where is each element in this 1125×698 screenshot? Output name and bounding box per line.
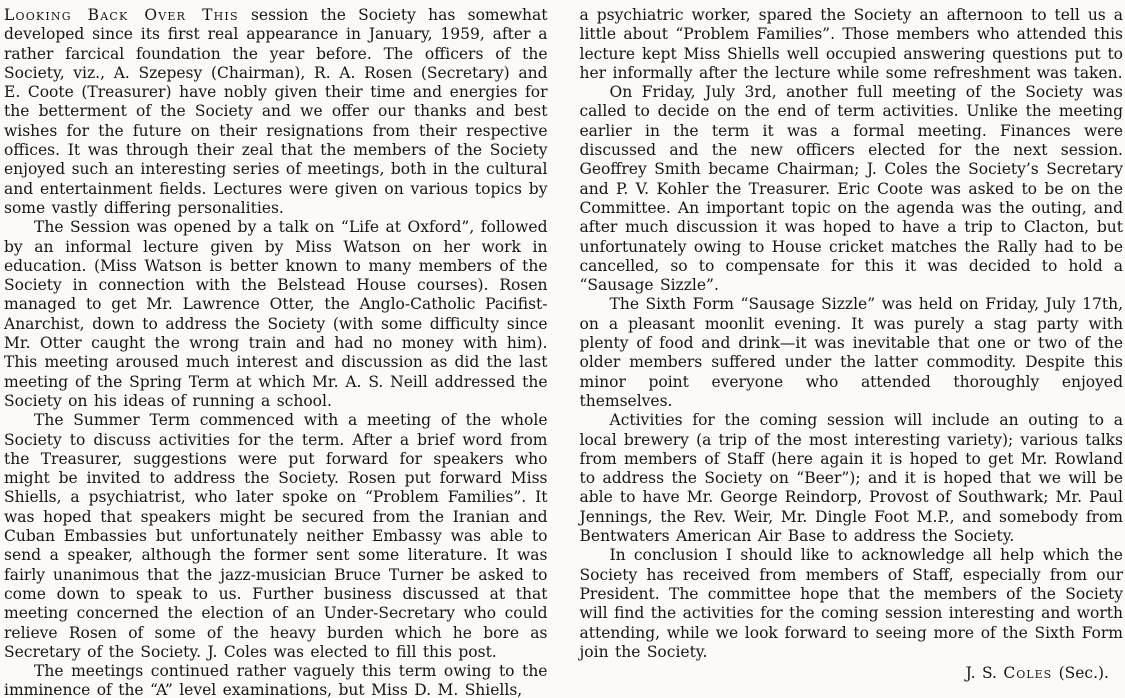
paragraph-coming-session-activities: Activities for the coming session will include an outing to a local brewery (a trip of the most interesting variety); various talks from members of Staff (here again it is hoped to get Mr. Rowland to address the Society on “Beer”); and it is hoped that we will be able to have Mr. George Reindorp, Provost of Southwark; Mr. Paul Jennings, the Rev. Weir, Mr. Dingle Foot M.P., and somebody from Bentwaters American Air Base to address the Society. <box>579 411 1123 546</box>
paragraph-conclusion: In conclusion I should like to acknowledge all help which the Society has received from members of Staff, especially from our President. The committee hope that the members of the Society will find the activities for the coming session interesting and worth attending, while we look forward to seeing more of the Sixth Form join the Society. <box>579 546 1123 661</box>
signature <box>580 664 1124 683</box>
signature-surname: Coles <box>1003 664 1053 683</box>
paragraph-meetings-continued: The meetings continued rather vaguely this term owing to the imminence of the “A” level examinations, but Miss D. M. Shiells, <box>4 662 548 698</box>
left-column <box>4 6 548 698</box>
paragraph-july-3rd-meeting: On Friday, July 3rd, another full meeting of the Society was called to decide on the end of term activities. Unlike the meeting earlier in the term it was a formal meeting. Finances were discussed and the new officers elected for the next session. Geoffrey Smith became Chairman; J. Coles the Society’s Secretary and P. V. Kohler the Treasurer. Eric Coote was asked to be on the Committee. An important topic on the agenda was the outing, and after much discussion it was hoped to have a trip to Clacton, but unfortunately owing to House cricket matches the Rally had to be cancelled, so to compensate for this it was decided to hold a “Sausage Sizzle”. <box>579 83 1123 295</box>
paragraph-session-opened: The Session was opened by a talk on “Life at Oxford”, followed by an informal lecture given by Miss Watson on her work in education. (Miss Watson is better known to many members of the Society in connection with the Belstead House courses). Rosen managed to get Mr. Lawrence Otter, the Anglo-Catholic Pacifist-Anarchist, down to address the Society (with some difficulty since Mr. Otter caught the wrong train and had no money with him). This meeting aroused much interest and discussion as did the last meeting of the Spring Term at which Mr. A. S. Neill addressed the Society on his ideas of running a school. <box>4 218 548 410</box>
signature-title: (Sec.). <box>1052 664 1109 683</box>
signature-initials: J. S. <box>965 664 1004 683</box>
two-column-layout <box>4 6 1123 698</box>
paragraph-opening-text: session the Society has somewhat developed since its first real appearance in January, 1959, after a rather farcical foundation the year before. The officers of the Society, viz., A. Szepesy (Chairman), R. A. Rosen (Secretary) and E. Coote (Treasurer) have nobly given their time and energies for the betterment of the Society and we offer our thanks and best wishes for the future on their resignations from their respective offices. It was through their zeal that the members of the Society enjoyed such an interesting series of meetings, both in the cultural and entertainment fields. Lectures were given on various topics by some vastly differing personalities. <box>4 6 548 217</box>
paragraph-opening <box>4 6 548 218</box>
paragraph-summer-term: The Summer Term commenced with a meeting of the whole Society to discuss activities for the term. After a brief word from the Treasurer, suggestions were put forward for speakers who might be invited to address the Society. Rosen put forward Miss Shiells, a psychiatrist, who later spoke on “Problem Families”. It was hoped that speakers might be secured from the Iranian and Cuban Embassies but unfortunately neither Embassy was able to send a speaker, although the former sent some literature. It was fairly unanimous that the jazz-musician Bruce Turner be asked to come down to speak to us. Further business discussed at that meeting concerned the election of an Under-Secretary who could relieve Rosen of some of the heavy burden which he bore as Secretary of the Society. J. Coles was elected to fill this post. <box>4 411 548 661</box>
right-column <box>580 6 1124 698</box>
paragraph-meetings-continued-continuation: a psychiatric worker, spared the Society an afternoon to tell us a little about “Problem Families”. Those members who attended this lecture kept Miss Shiells well occupied answering questions put to her informally after the lecture while some refreshment was taken. <box>579 6 1123 82</box>
paragraph-sausage-sizzle: The Sixth Form “Sausage Sizzle” was held on Friday, July 17th, on a pleasant moonlit evening. It was purely a stag party with plenty of food and drink—it was inevitable that one or two of the older members suffered under the latter commodity. Despite this minor point everyone who attended thoroughly enjoyed themselves. <box>579 295 1123 410</box>
lead-in-small-caps: Looking Back Over This <box>4 6 239 24</box>
